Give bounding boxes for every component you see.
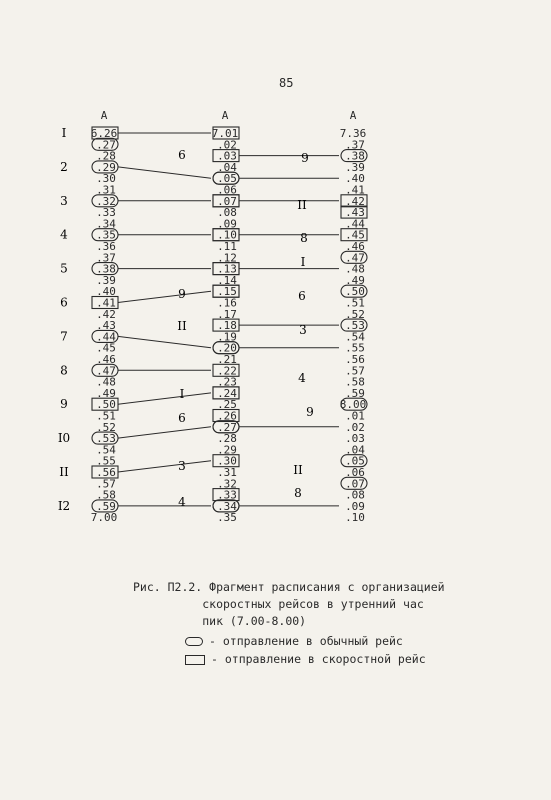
row-label: II: [59, 465, 69, 479]
oval-symbol-icon: [185, 637, 203, 646]
time-label: .54: [345, 330, 365, 344]
time-label: .01: [345, 409, 365, 423]
interval-label: I: [179, 387, 185, 401]
column-header: A: [100, 109, 108, 122]
time-label: .39: [345, 160, 365, 174]
interval-label: II: [177, 319, 187, 333]
time-label: .05: [217, 172, 237, 186]
time-label: .56: [96, 466, 116, 479]
time-label: .41: [345, 183, 365, 197]
time-label: .36: [96, 240, 116, 253]
interval-label: II: [293, 463, 303, 477]
time-label: .55: [96, 454, 116, 468]
page-number: 85: [279, 76, 294, 90]
time-label: .28: [96, 149, 116, 163]
interval-label: 8: [294, 486, 302, 500]
caption-line-2: скоростных рейсов в утренний час: [133, 597, 424, 611]
interval-label: 9: [306, 405, 314, 419]
caption-line-1: Рис. П2.2. Фрагмент расписания с организацией: [133, 580, 445, 594]
legend-regular: [185, 634, 403, 648]
time-label: .53: [96, 432, 116, 446]
time-label: .34: [96, 217, 116, 231]
time-label: .03: [217, 149, 237, 163]
time-label: 7.01: [211, 127, 239, 140]
time-label: .26: [217, 409, 237, 423]
interval-label: 6: [178, 411, 186, 425]
time-label: .19: [217, 330, 237, 344]
time-label: .23: [217, 375, 237, 389]
time-label: .37: [96, 251, 116, 265]
time-label: .13: [217, 262, 237, 276]
interval-label: 8: [300, 231, 308, 245]
interval-label: 9: [178, 287, 186, 301]
time-label: .48: [345, 262, 365, 276]
time-label: .47: [96, 364, 116, 378]
time-label: 8.00: [339, 398, 367, 412]
run-line: [118, 167, 211, 178]
time-label: .50: [345, 285, 365, 299]
run-line: [118, 291, 211, 302]
run-line: [118, 427, 211, 438]
time-label: .29: [96, 160, 116, 174]
time-label: .51: [96, 409, 116, 423]
time-label: .42: [345, 194, 365, 208]
time-label: .35: [96, 228, 116, 242]
figure-caption: [133, 579, 445, 630]
time-label: .35: [217, 511, 237, 525]
time-label: .37: [345, 138, 365, 152]
time-label: .59: [96, 499, 116, 513]
time-label: .33: [217, 488, 237, 502]
time-label: .57: [96, 477, 116, 491]
time-label: .32: [217, 477, 237, 491]
legend-express: [185, 652, 426, 666]
time-label: .53: [345, 319, 365, 333]
time-label: .05: [345, 454, 365, 468]
time-label: 7.00: [90, 511, 118, 525]
time-label: .11: [217, 240, 237, 253]
rect-symbol-icon: [185, 655, 205, 665]
row-label: I: [61, 126, 67, 140]
time-label: .24: [217, 386, 237, 400]
time-label: .57: [345, 364, 365, 378]
run-line: [118, 461, 211, 472]
time-label: .06: [217, 183, 237, 197]
time-label: .41: [96, 296, 116, 310]
time-label: .12: [217, 251, 237, 265]
time-label: .58: [345, 375, 365, 389]
row-label: 4: [60, 227, 68, 242]
interval-label: 6: [178, 148, 186, 162]
time-label: .20: [217, 341, 237, 355]
time-label: .46: [345, 240, 365, 253]
time-label: .31: [217, 466, 237, 479]
time-label: .10: [217, 228, 237, 242]
time-label: .14: [217, 273, 237, 287]
time-label: .52: [345, 307, 365, 321]
time-label: .46: [96, 353, 116, 366]
time-label: .44: [345, 217, 365, 231]
row-label: 9: [60, 397, 68, 412]
time-label: .09: [217, 217, 237, 231]
row-label: 6: [60, 295, 68, 310]
time-label: .27: [96, 138, 116, 152]
row-label: I2: [57, 498, 71, 513]
time-label: .56: [345, 353, 365, 366]
interval-label: 4: [178, 495, 186, 509]
time-label: .31: [96, 183, 116, 197]
caption-line-3: пик (7.00-8.00): [133, 614, 307, 628]
time-label: .38: [345, 149, 365, 163]
time-label: .17: [217, 307, 237, 321]
run-line: [118, 393, 211, 404]
time-label: .42: [96, 307, 116, 321]
time-label: .02: [345, 420, 365, 434]
time-label: .16: [217, 296, 237, 310]
time-label: .49: [345, 273, 365, 287]
row-label: 5: [60, 261, 68, 276]
time-label: .51: [345, 296, 365, 310]
run-line: [118, 336, 211, 347]
time-label: .10: [345, 511, 365, 525]
time-label: .27: [217, 420, 237, 434]
time-label: .59: [345, 386, 365, 400]
interval-label: I: [300, 255, 306, 269]
time-label: .39: [96, 273, 116, 287]
time-label: .50: [96, 398, 116, 412]
time-label: .25: [217, 398, 237, 412]
time-label: .08: [345, 488, 365, 502]
interval-label: 4: [298, 371, 306, 385]
time-label: .58: [96, 488, 116, 502]
time-label: .29: [217, 443, 237, 457]
interval-label: II: [297, 198, 307, 212]
time-label: .54: [96, 443, 116, 457]
time-label: .49: [96, 386, 116, 400]
time-label: .21: [217, 353, 237, 366]
time-label: .28: [217, 432, 237, 446]
row-label: 8: [60, 363, 68, 378]
time-label: 7.36: [339, 127, 367, 140]
time-label: .43: [96, 319, 116, 333]
time-label: .33: [96, 206, 116, 220]
time-label: .30: [96, 172, 116, 186]
time-label: .47: [345, 251, 365, 265]
time-label: .02: [217, 138, 237, 152]
time-label: .09: [345, 499, 365, 513]
row-label: 3: [60, 193, 68, 208]
time-label: .04: [217, 160, 237, 174]
legend-regular-text: - отправление в обычный рейс: [209, 634, 403, 648]
time-label: .32: [96, 194, 116, 208]
time-label: .38: [96, 262, 116, 276]
row-label: 2: [60, 159, 68, 174]
time-label: .08: [217, 206, 237, 220]
time-label: .30: [217, 454, 237, 468]
interval-label: 3: [299, 323, 307, 337]
interval-label: 3: [178, 459, 186, 473]
time-label: .06: [345, 466, 365, 479]
column-header: A: [221, 109, 229, 122]
time-label: .07: [345, 477, 365, 491]
time-label: .45: [96, 341, 116, 355]
time-label: .03: [345, 432, 365, 446]
time-label: .04: [345, 443, 365, 457]
time-label: .45: [345, 228, 365, 242]
time-label: .52: [96, 420, 116, 434]
time-label: .34: [217, 499, 237, 513]
time-label: .15: [217, 285, 237, 299]
row-label: I0: [57, 431, 71, 446]
time-label: 6.26: [90, 127, 118, 140]
legend-express-text: - отправление в скоростной рейс: [211, 652, 426, 666]
time-label: .44: [96, 330, 116, 344]
time-label: .22: [217, 364, 237, 378]
interval-label: 9: [301, 151, 309, 165]
time-label: .43: [345, 206, 365, 220]
time-label: .55: [345, 341, 365, 355]
time-label: .18: [217, 319, 237, 333]
time-label: .40: [96, 285, 116, 299]
time-label: .40: [345, 172, 365, 186]
row-label: 7: [60, 329, 68, 344]
column-header: A: [349, 109, 357, 122]
interval-label: 6: [298, 289, 306, 303]
time-label: .07: [217, 194, 237, 208]
time-label: .48: [96, 375, 116, 389]
